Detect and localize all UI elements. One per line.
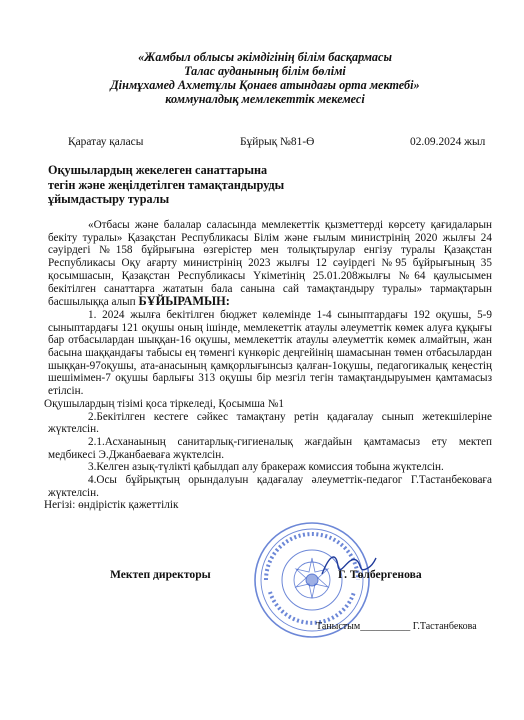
- paragraph-1-attachment: Оқушылардың тізімі қоса тіркеледі, Қосымша №1: [44, 397, 284, 410]
- paragraph-4: 4.Осы бұйрықтың орындалуын қадағалау әлеуметтік-педагог Г.Тастанбековаға жүктелсін.: [48, 474, 492, 499]
- preamble-text: «Отбасы және балалар саласында мемлекеттік қызметтерді көрсету қағидаларын бекіту туралы» Қазақстан Республикасы Білім және ғылым министрінің 2020 жылғы 24 сәуірдегі №158 бұйрығына өзгерістер мен толықтырулар енгізу туралы Қазақстан Республикасы Оқу ағарту министрінің 2023 жылғы 12 сәуірдегі №95 бұйрығының 35 қосымшасын, Қазақстан Республикасы Үкіметінің 25.01.208жылғы №64 қаулысымен бекітілген санаттарға жататын бала санына сай тамақтандыру туралы» тармақтарын басшылыққа алып: [48, 219, 492, 309]
- header-line-1: «Жамбыл облысы әкімдігінің білім басқармасы: [138, 50, 392, 64]
- signature-role: Мектеп директоры: [110, 568, 211, 581]
- paragraph-2-1: 2.1.Асханаының санитарлық-гигиеналық жағдайын қамтамасыз ету мектеп медбикесі Э.Джанбаеваға жүктелсін.: [48, 435, 492, 461]
- paragraph-1: 1. 2024 жылға бекітілген бюджет көлемінде 1-4 сыныптардағы 192 оқушы, 5-9 сыныптардағы 121 оқушы оның ішінде, мемлекеттік атаулы әлеуметтік көмек алуға құқығы бар отбасылардан шыққан-16 оқушы, мемлекеттік атаулы әлеуметтік көмек алмайтын, жан басына шаққандағы табысы ең төменгі күнкөріс деңгейінің шамасынан төмен отбасылардан шыққан-97оқушы, ата-анасының қамқорлығынсыз қалған-1оқушы, педагогикалық кеңестің шешімімен-7 оқушы барлығы 313 оқушы бір мезгіл тегін тамақтандыруымен қамтамасыз етілсін.: [48, 308, 492, 398]
- basis-line: Негізі: өндірістік қажеттілік: [44, 499, 179, 512]
- header-line-2: Талас ауданының білім бөлімі: [184, 64, 346, 78]
- signature-name: Г. Төлбергенова: [338, 568, 422, 581]
- title-line-2: тегін және жеңілдетілген тамақтандыруды: [48, 177, 285, 192]
- paragraph-2: 2.Бекітілген кестеге сәйкес тамақтану ретін қадағалау сынып жетекшілеріне жүктелсін.: [48, 410, 492, 436]
- order-word: БҰЙЫРАМЫН:: [138, 294, 230, 309]
- document-title: [48, 163, 284, 207]
- title-line-1: Оқушылардың жекелеген санаттарына: [48, 163, 268, 177]
- order-number: Бұйрық №81-Ө: [240, 136, 315, 148]
- preamble-paragraph: [48, 219, 492, 309]
- city: Қаратау қаласы: [68, 136, 144, 148]
- document-body: [44, 219, 492, 512]
- title-line-3: ұйымдастыру туралы: [48, 192, 170, 206]
- header-line-4: коммуналдық мемлекеттік мекемесі: [165, 92, 365, 106]
- acknowledgement-line: Таныстым__________ Г.Тастанбекова: [316, 621, 477, 632]
- order-date: 02.09.2024 жыл: [410, 136, 486, 148]
- paragraph-3: 3.Келген азық-түлікті қабылдап алу бракераж комиссия тобына жүктелсін.: [88, 461, 444, 474]
- header-line-3: Дінмұхамед Ахметұлы Қонаев атындағы орта мектебі»: [110, 78, 420, 92]
